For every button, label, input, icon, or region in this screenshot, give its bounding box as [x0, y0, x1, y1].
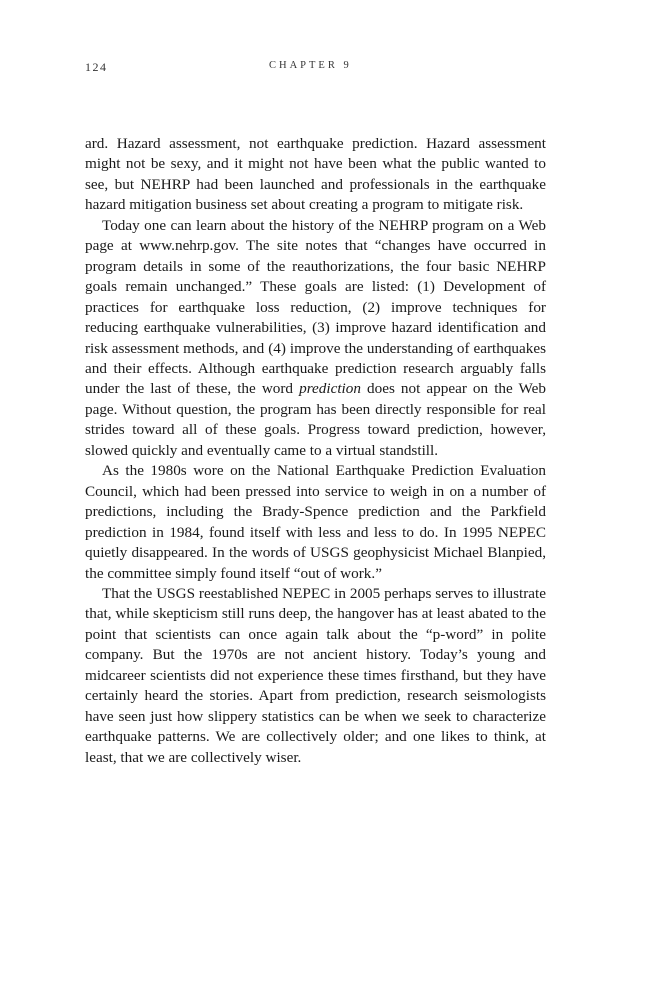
paragraph	[85, 216, 546, 461]
paragraph: ard. Hazard assessment, not earthquake prediction. Hazard assessment might not be sexy, and it might not have been what the public wanted to see, but NEHRP had been launched and professionals in the earthquake hazard mitigation business set about creating a program to mitigate risk.	[85, 135, 546, 214]
paragraph-text: does not appear on the Web page. Without question, the program has been directly responsible for real strides toward all of these goals. Progress toward prediction, however, slowed quickly and eventually came to a virtual standstill.	[85, 380, 546, 459]
paragraph: As the 1980s wore on the National Earthquake Prediction Evaluation Council, which had been pressed into service to weigh in on a number of predictions, including the Brady-Spence prediction and the Parkfield prediction in 1984, found itself with less and less to do. In 1995 NEPEC quietly disappeared. In the words of USGS geophysicist Michael Blanpied, the committee simply found itself “out of work.”	[85, 462, 546, 582]
running-head	[85, 60, 561, 76]
chapter-heading: CHAPTER 9	[269, 60, 352, 71]
paragraph-text: Today one can learn about the history of the NEHRP program on a Web page at www.nehrp.gov. The site notes that “changes have occurred in program details in some of the reauthorizations, the four basic NEHRP goals remain unchanged.” These goals are listed: (1) Development of practices for earthquake loss reduction, (2) improve techniques for reducing earthquake vulnerabilities, (3) improve hazard identification and risk assessment methods, and (4) improve the understanding of earthquakes and their effects. Although earthquake prediction research arguably falls under the last of these, the word	[85, 216, 546, 398]
page-number: 124	[85, 60, 108, 74]
paragraph: That the USGS reestablished NEPEC in 2005 perhaps serves to illustrate that, while skepticism still runs deep, the hangover has at least abated to the point that scientists can once again talk about the “p-word” in polite company. But the 1970s are not ancient history. Today’s young and midcareer scientists did not experience these times firsthand, but they have certainly heard the stories. Apart from prediction, research seismologists have seen just how slippery statistics can be when we seek to characterize earthquake patterns. We are collectively older; and one likes to think, at least, that we are collectively wiser.	[85, 584, 546, 766]
italic-term: prediction	[299, 380, 361, 398]
body-text	[85, 134, 546, 768]
